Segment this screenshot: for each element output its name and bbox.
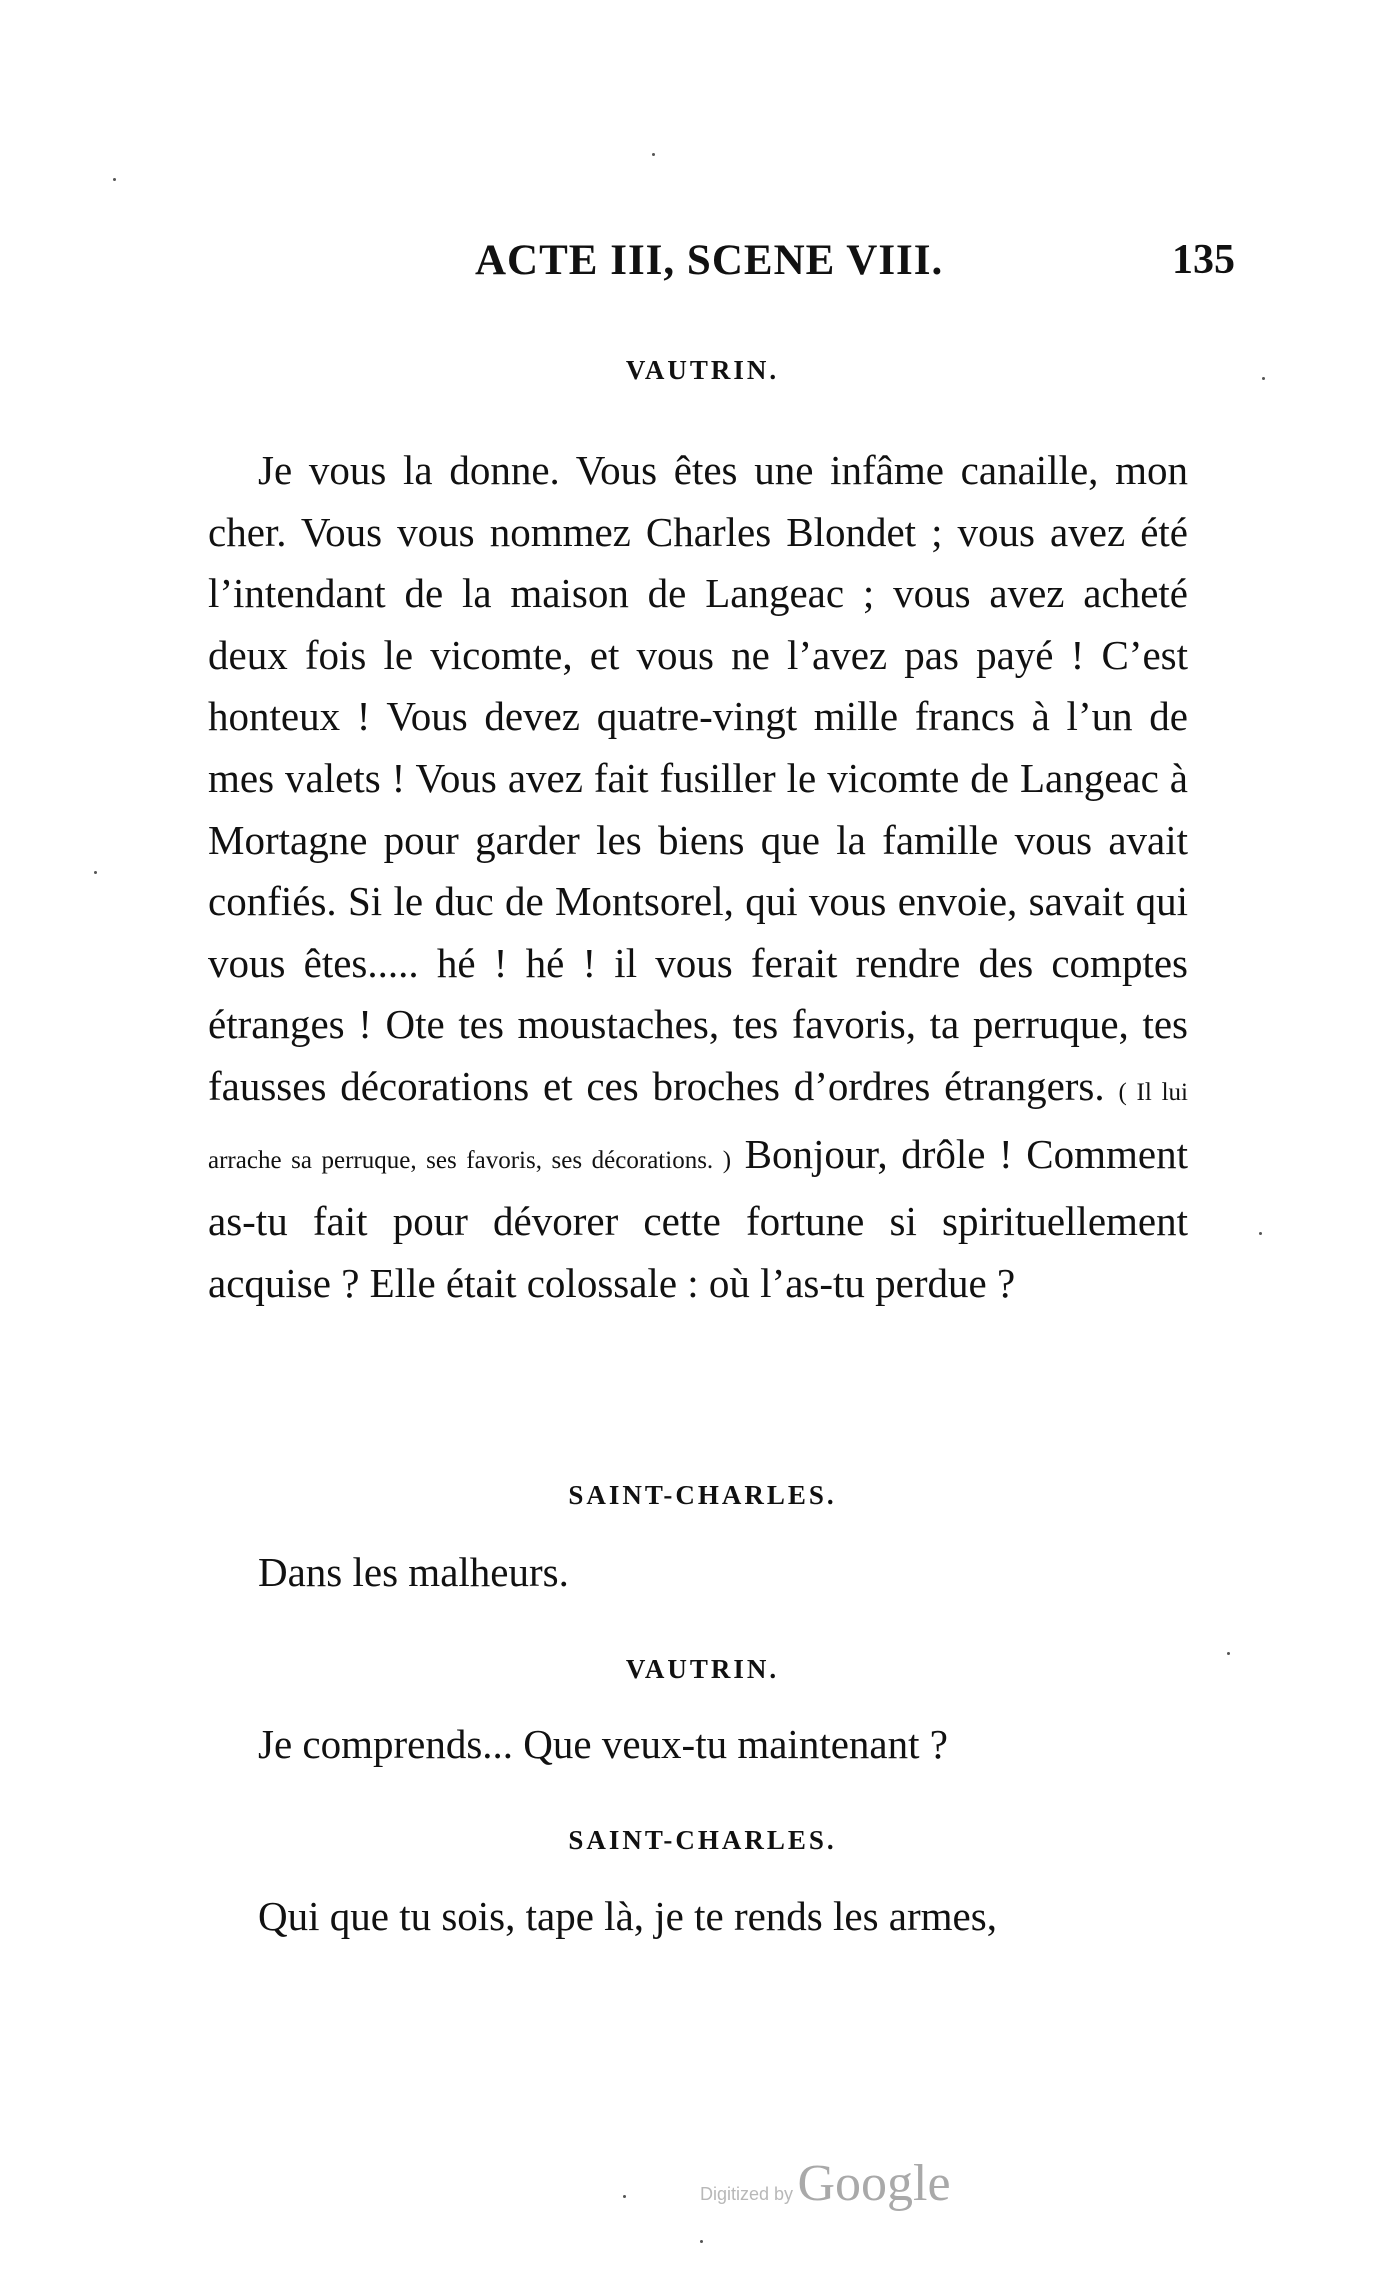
scan-speck xyxy=(623,2195,626,2198)
watermark-brand: Google xyxy=(797,2155,951,2212)
speech-paragraph xyxy=(208,440,1188,1314)
scan-speck xyxy=(1227,1652,1230,1655)
scan-speck xyxy=(113,178,116,181)
speech-line: Je comprends... Que veux-tu maintenant ? xyxy=(258,1721,948,1767)
scan-speck xyxy=(652,153,655,156)
page-header xyxy=(0,236,1385,296)
scan-speck xyxy=(1262,377,1265,380)
digitized-watermark xyxy=(700,2154,951,2213)
watermark-prefix: Digitized by xyxy=(700,2184,794,2204)
speaker-name: SAINT-CHARLES. xyxy=(568,1825,837,1855)
speaker-name: VAUTRIN. xyxy=(625,355,780,385)
speaker-name: VAUTRIN. xyxy=(625,1654,780,1684)
speaker-name: SAINT-CHARLES. xyxy=(568,1480,837,1510)
speech-line: Qui que tu sois, tape là, je te rends les armes, xyxy=(258,1893,997,1939)
scan-speck xyxy=(94,871,97,874)
speech-text-continued: Bonjour, drôle ! Comment as-tu fait pour dévorer cette fortune si spirituellement acquise ? Elle était colossale : où l’as-tu perdue ? xyxy=(208,1130,1188,1306)
speech-line: Dans les malheurs. xyxy=(258,1549,569,1595)
scan-speck xyxy=(700,2240,703,2243)
stage-direction: ( Il lui arrache sa perruque, ses favoris, ses décorations. ) xyxy=(208,1078,1188,1174)
running-head: ACTE III, SCENE VIII. xyxy=(475,237,944,284)
page-number: 135 xyxy=(1172,237,1235,283)
speech-text: Je vous la donne. Vous êtes une infâme canaille, mon cher. Vous vous nommez Charles Blondet ; vous avez été l’intendant de la maison de Langeac ; vous avez acheté deux fois le vicomte, et vous ne l’avez pas payé ! C’est honteux ! Vous devez quatre-vingt mille francs à l’un de mes valets ! Vous avez fait fusiller le vicomte de Langeac à Mortagne pour garder les biens que la famille vous avait confiés. Si le duc de Montsorel, qui vous envoie, savait qui vous êtes..... hé ! hé ! il vous ferait rendre des comptes étranges ! Ote tes moustaches, tes favoris, ta perruque, tes fausses décorations et ces broches d’ordres étrangers. xyxy=(208,447,1188,1109)
scan-speck xyxy=(1259,1232,1262,1235)
